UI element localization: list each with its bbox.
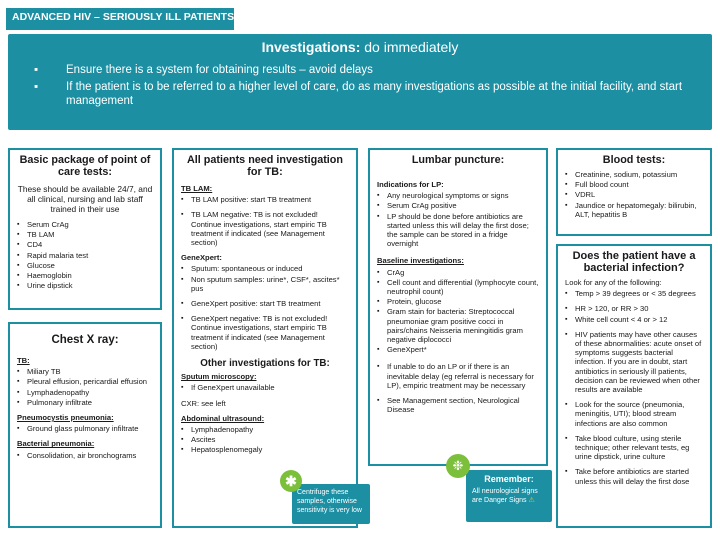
investigations-bullet: ▪ Ensure there is a system for obtaining results – avoid delays — [34, 63, 712, 77]
poc-item: ▪ Haemoglobin — [17, 271, 153, 280]
tb-abd-item: ▪ Lymphadenopathy — [181, 425, 349, 434]
blood-item: ▪ Creatinine, sodium, potassium — [565, 170, 703, 179]
tb-abd-item: ▪ Hepatosplenomegaly — [181, 445, 349, 454]
tb-cxr-text: CXR: see left — [181, 398, 226, 408]
chest-tb-item: ▪ Pleural effusion, pericardial effusion — [17, 377, 153, 386]
blood-item: ▪ Full blood count — [565, 180, 703, 189]
bacterial-item: ▪ Take before antibiotics are started unless this will delay the first dose — [565, 467, 703, 485]
lp-title: Lumbar puncture: — [411, 154, 505, 166]
poc-item: ▪ Serum CrAg — [17, 220, 153, 229]
lp-extra-list — [377, 362, 539, 414]
investigations-title — [8, 39, 712, 55]
blood-item: ▪ Jaundice or hepatomegaly: bilirubin, ALT, hepatitis B — [565, 201, 703, 219]
bacterial-item: ▪ Look for the source (pneumonia, meningitis, UTI); blood stream infections are also common — [565, 400, 703, 428]
header-title: ADVANCED HIV – SERIOUSLY ILL PATIENTS — [12, 11, 235, 23]
asterisk-icon: ✱ — [280, 470, 302, 492]
lp-ind-item: ▪ Any neurological symptoms or signs — [377, 191, 539, 200]
warning-icon: ⚠ — [528, 497, 535, 504]
tb-lam-item: ▪ TB LAM positive: start TB treatment — [181, 195, 349, 204]
tb-lam-label: TB LAM: — [181, 184, 213, 193]
lp-base-item: ▪ GeneXpert* — [377, 345, 539, 354]
investigations-title-rest: do immediately — [360, 39, 459, 55]
lp-base-label: Baseline investigations: — [377, 256, 464, 266]
section-header — [6, 8, 307, 28]
lp-base-list — [377, 268, 539, 355]
chest-pcp-list — [17, 424, 153, 433]
chest-tb-label: TB: — [17, 356, 30, 365]
header-underline — [6, 28, 234, 30]
tb-lam-item: ▪ TB LAM negative: TB is not excluded! Continue investigations, start empiric TB treatment if indicated (see Management section) — [181, 210, 349, 247]
tb-gx-item: ▪ GeneXpert positive: start TB treatment — [181, 299, 349, 308]
tb-gx-label: GeneXpert: — [181, 253, 222, 263]
lp-base-item: ▪ CrAg — [377, 268, 539, 277]
blood-list — [565, 170, 703, 219]
investigations-title-bold: Investigations: — [261, 39, 361, 55]
centrifuge-callout — [292, 484, 370, 524]
lp-extra-item: ▪ See Management section, Neurological Disease — [377, 396, 539, 414]
investigations-list — [34, 63, 712, 108]
lp-ind-list — [377, 191, 539, 248]
chest-title: Chest X ray: — [51, 334, 119, 346]
bacterial-title: Does the patient have a bacterial infection? — [572, 250, 696, 274]
bacterial-item: ▪ White cell count < 4 or > 12 — [565, 315, 703, 324]
chest-bact-item: ▪ Consolidation, air bronchograms — [17, 451, 153, 460]
remember-title: Remember: — [484, 474, 534, 484]
lumbar-puncture-card — [368, 148, 548, 466]
bacterial-item: ▪ HIV patients may have other causes of these abnormalities: acute onset of symptoms suggests bacterial infection. If you are in doubt, start antibiotics in seriously ill patients, decision can be reviewed when other results are available — [565, 330, 703, 394]
centrifuge-text: Centrifuge these samples, otherwise sensitivity is very low — [297, 489, 362, 514]
tb-lam-list — [181, 195, 349, 247]
lightbulb-icon: ❉ — [446, 454, 470, 478]
tb-gx-item: ▪ Sputum: spontaneous or induced — [181, 264, 349, 273]
chest-tb-item: ▪ Miliary TB — [17, 367, 153, 376]
tb-abd-list — [181, 425, 349, 455]
remember-text-body: All neurological signs are Danger Signs — [472, 488, 538, 504]
tb-title: All patients need investigation for TB: — [187, 154, 343, 178]
tb-other-title: Other investigations for TB: — [200, 358, 330, 370]
tb-gx-item: ▪ Non sputum samples: urine*, CSF*, ascites* pus — [181, 275, 349, 293]
tb-abd-item: ▪ Ascites — [181, 435, 349, 444]
lp-ind-item: ▪ LP should be done before antibiotics are started unless this will delay the first dose; the sample can be stored in a fridge overnight — [377, 212, 539, 249]
blood-tests-card — [556, 148, 712, 236]
chest-tb-list — [17, 367, 153, 407]
bacterial-list — [565, 289, 703, 486]
chest-tb-item: ▪ Pulmonary infiltrate — [17, 398, 153, 407]
poc-item: ▪ Urine dipstick — [17, 281, 153, 290]
header-subtitle: (CONTINUED) — [237, 11, 307, 23]
lp-base-item: ▪ Protein, glucose — [377, 297, 539, 306]
bacterial-item: ▪ HR > 120, or RR > 30 — [565, 304, 703, 313]
poc-item: ▪ Glucose — [17, 261, 153, 270]
bacterial-intro: Look for any of the following: — [565, 278, 662, 287]
bacterial-infection-card — [556, 244, 712, 528]
bacterial-item: ▪ Take blood culture, using sterile technique; other relevant tests, eg urine dipstick, urine culture — [565, 434, 703, 462]
tb-gx-item: ▪ GeneXpert negative: TB is not excluded! Continue investigations, start empiric TB treatment if indicated (see Management section) — [181, 314, 349, 351]
lp-ind-label: Indications for LP: — [377, 180, 444, 189]
lp-base-item: ▪ Cell count and differential (lymphocyte count, neutrophil count) — [377, 278, 539, 296]
chest-xray-card — [8, 322, 162, 528]
investigations-banner — [8, 34, 712, 130]
tb-investigation-card — [172, 148, 358, 528]
investigations-bullet: ▪ If the patient is to be referred to a higher level of care, do as many investigations as possible at the initial facility, and start management — [34, 80, 712, 108]
lp-extra-item: ▪ If unable to do an LP or if there is an inevitable delay (eg referral is necessary for LP), empiric treatment may be necessary — [377, 362, 539, 390]
remember-callout — [466, 470, 552, 522]
bacterial-item: ▪ Temp > 39 degrees or < 35 degrees — [565, 289, 703, 298]
blood-title: Blood tests: — [602, 154, 666, 166]
poc-tests-card — [8, 148, 162, 310]
poc-title: Basic package of point of care tests: — [19, 154, 151, 178]
chest-bact-label: Bacterial pneumonia: — [17, 439, 95, 449]
chest-bact-list — [17, 451, 153, 460]
tb-gx-list — [181, 264, 349, 351]
tb-sputum-label: Sputum microscopy: — [181, 372, 257, 382]
chest-tb-item: ▪ Lymphadenopathy — [17, 388, 153, 397]
chest-pcp-item: ▪ Ground glass pulmonary infiltrate — [17, 424, 153, 433]
lp-base-item: ▪ Gram stain for bacteria: Streptococcal pneumoniae gram positive cocci in pairs/chains Neisseria meningitidis gram negative diplococci — [377, 307, 539, 344]
poc-intro: These should be available 24/7, and all clinical, nursing and lab staff trained in their use — [17, 184, 153, 214]
poc-item: ▪ CD4 — [17, 240, 153, 249]
tb-abd-label: Abdominal ultrasound: — [181, 413, 265, 423]
lp-ind-item: ▪ Serum CrAg positive — [377, 201, 539, 210]
chest-pcp-label: Pneumocystis pneumonia: — [17, 413, 114, 423]
poc-list — [17, 220, 153, 290]
poc-item: ▪ TB LAM — [17, 230, 153, 239]
poc-item: ▪ Rapid malaria test — [17, 251, 153, 260]
blood-item: ▪ VDRL — [565, 190, 703, 199]
tb-sputum-list — [181, 383, 349, 392]
tb-sputum-item: ▪ If GeneXpert unavailable — [181, 383, 349, 392]
remember-text — [472, 487, 546, 505]
